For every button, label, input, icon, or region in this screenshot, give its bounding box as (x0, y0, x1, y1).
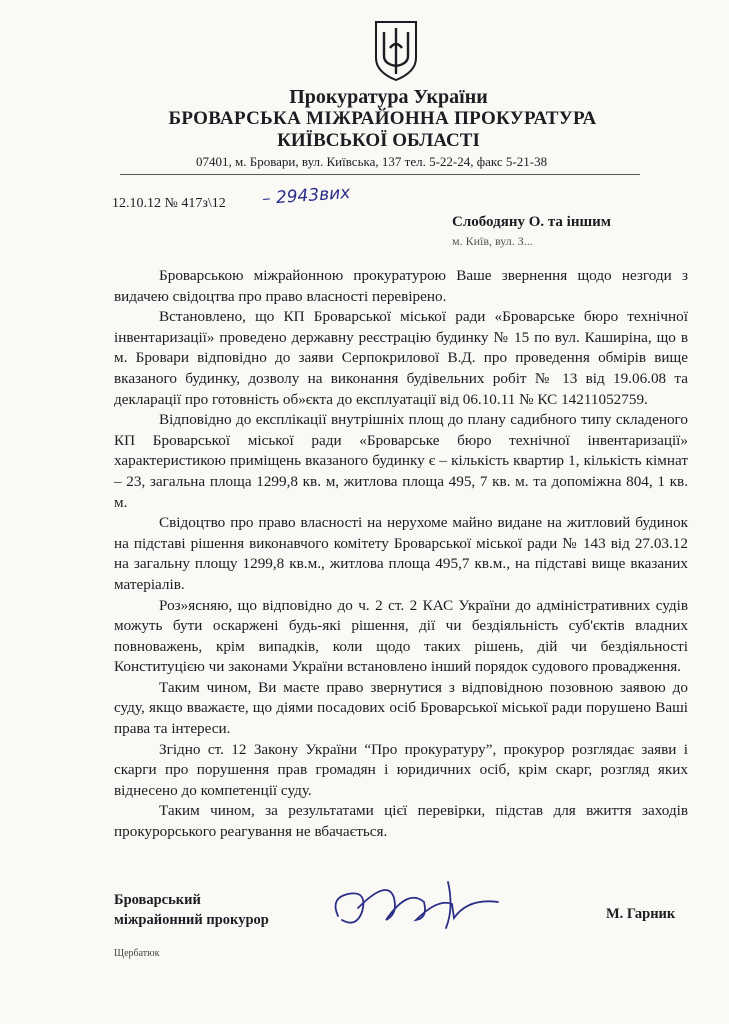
letter-body (114, 266, 688, 843)
handwritten-signature-icon (328, 868, 508, 938)
reference-number: 12.10.12 № 417з\12 (112, 196, 226, 211)
paragraph: Відповідно до експлікації внутрішніх площ до плану садибного типу складеного КП Броварської міської ради «Броварське бюро технічної інвентаризації» характеристикою приміщень вказаного будинку є – кількість квартир 1, кількість кімнат – 23, загальна площа 1299,8 кв. м, житлова площа 495, 7 кв. м. та допоміжна 804, 1 кв. м. (114, 411, 688, 511)
header-line-1: Прокуратура України (289, 86, 488, 108)
paragraph: Броварською міжрайонною прокуратурою Ваше звернення щодо незгоди з видачею свідоцтва про право власності перевірено. (114, 267, 688, 305)
signatory-title-line-1: Броварський (114, 892, 201, 908)
reference-handwritten: – 2943вих (261, 182, 351, 210)
paragraph: Свідоцтво про право власності на нерухоме майно видане на житловий будинок на підставі рішення виконавчого комітету Броварської міської ради № 143 від 27.03.12 на загальну площу 1299,8 кв.м., житлова площа 495,7 кв.м., на підставі вище вказаних матеріалів. (114, 514, 688, 593)
header-line-3: КИЇВСЬКОЇ ОБЛАСТІ (277, 130, 480, 151)
addressee-address: м. Київ, вул. З... (452, 234, 533, 248)
paragraph: Встановлено, що КП Броварської міської ради «Броварське бюро технічної інвентаризації» проведено державну реєстрацію будинку № 15 по вул. Каширіна, що в м. Бровари відповідно до заяви Серпокрилової В.Д. про проведення обмірів вище вказаного будинку, дозволу на виконання будівельних робіт № 13 від 19.06.08 та декларації про готовність об»єкта до експлуатації від 06.10.11 № КС 14211052759. (114, 308, 688, 408)
paragraph: Таким чином, Ви маєте право звернутися з відповідною позовною заявою до суду, якщо вважаєте, що діями посадових осіб Броварської міської ради порушено Ваші права та інтереси. (114, 678, 688, 738)
header-line-2: БРОВАРСЬКА МІЖРАЙОННА ПРОКУРАТУРА (168, 108, 597, 129)
header-divider (120, 174, 640, 175)
signatory-name: М. Гарник (606, 906, 676, 922)
signatory-title (114, 890, 269, 930)
executor-name: Щербатюк (114, 948, 160, 959)
paragraph: Роз»ясняю, що відповідно до ч. 2 ст. 2 КАС України до адміністративних судів можуть бути оскаржені будь-які рішення, дії чи бездіяльність суб'єктів владних повноважень, крім випадків, коли щодо таких рішень, дій чи бездіяльності Конституцією чи законами України встановлено інший порядок судового провадження. (114, 596, 688, 676)
header-address: 07401, м. Бровари, вул. Київська, 137 тел. 5-22-24, факс 5-21-38 (196, 154, 548, 169)
signatory-title-line-2: міжрайонний прокурор (114, 912, 269, 928)
addressee-name: Слободяну О. та іншим (452, 214, 612, 230)
trident-emblem-icon (372, 18, 420, 82)
paragraph: Таким чином, за результатами цієї перевірки, підстав для вжиття заходів прокурорського реагування не вбачається. (114, 802, 688, 841)
paragraph: Згідно ст. 12 Закону України “Про прокуратуру”, прокурор розглядає заяви і скарги про порушення прав громадян і юридичних осіб, крім скарг, розгляд яких віднесено до компетенції суду. (114, 740, 688, 799)
